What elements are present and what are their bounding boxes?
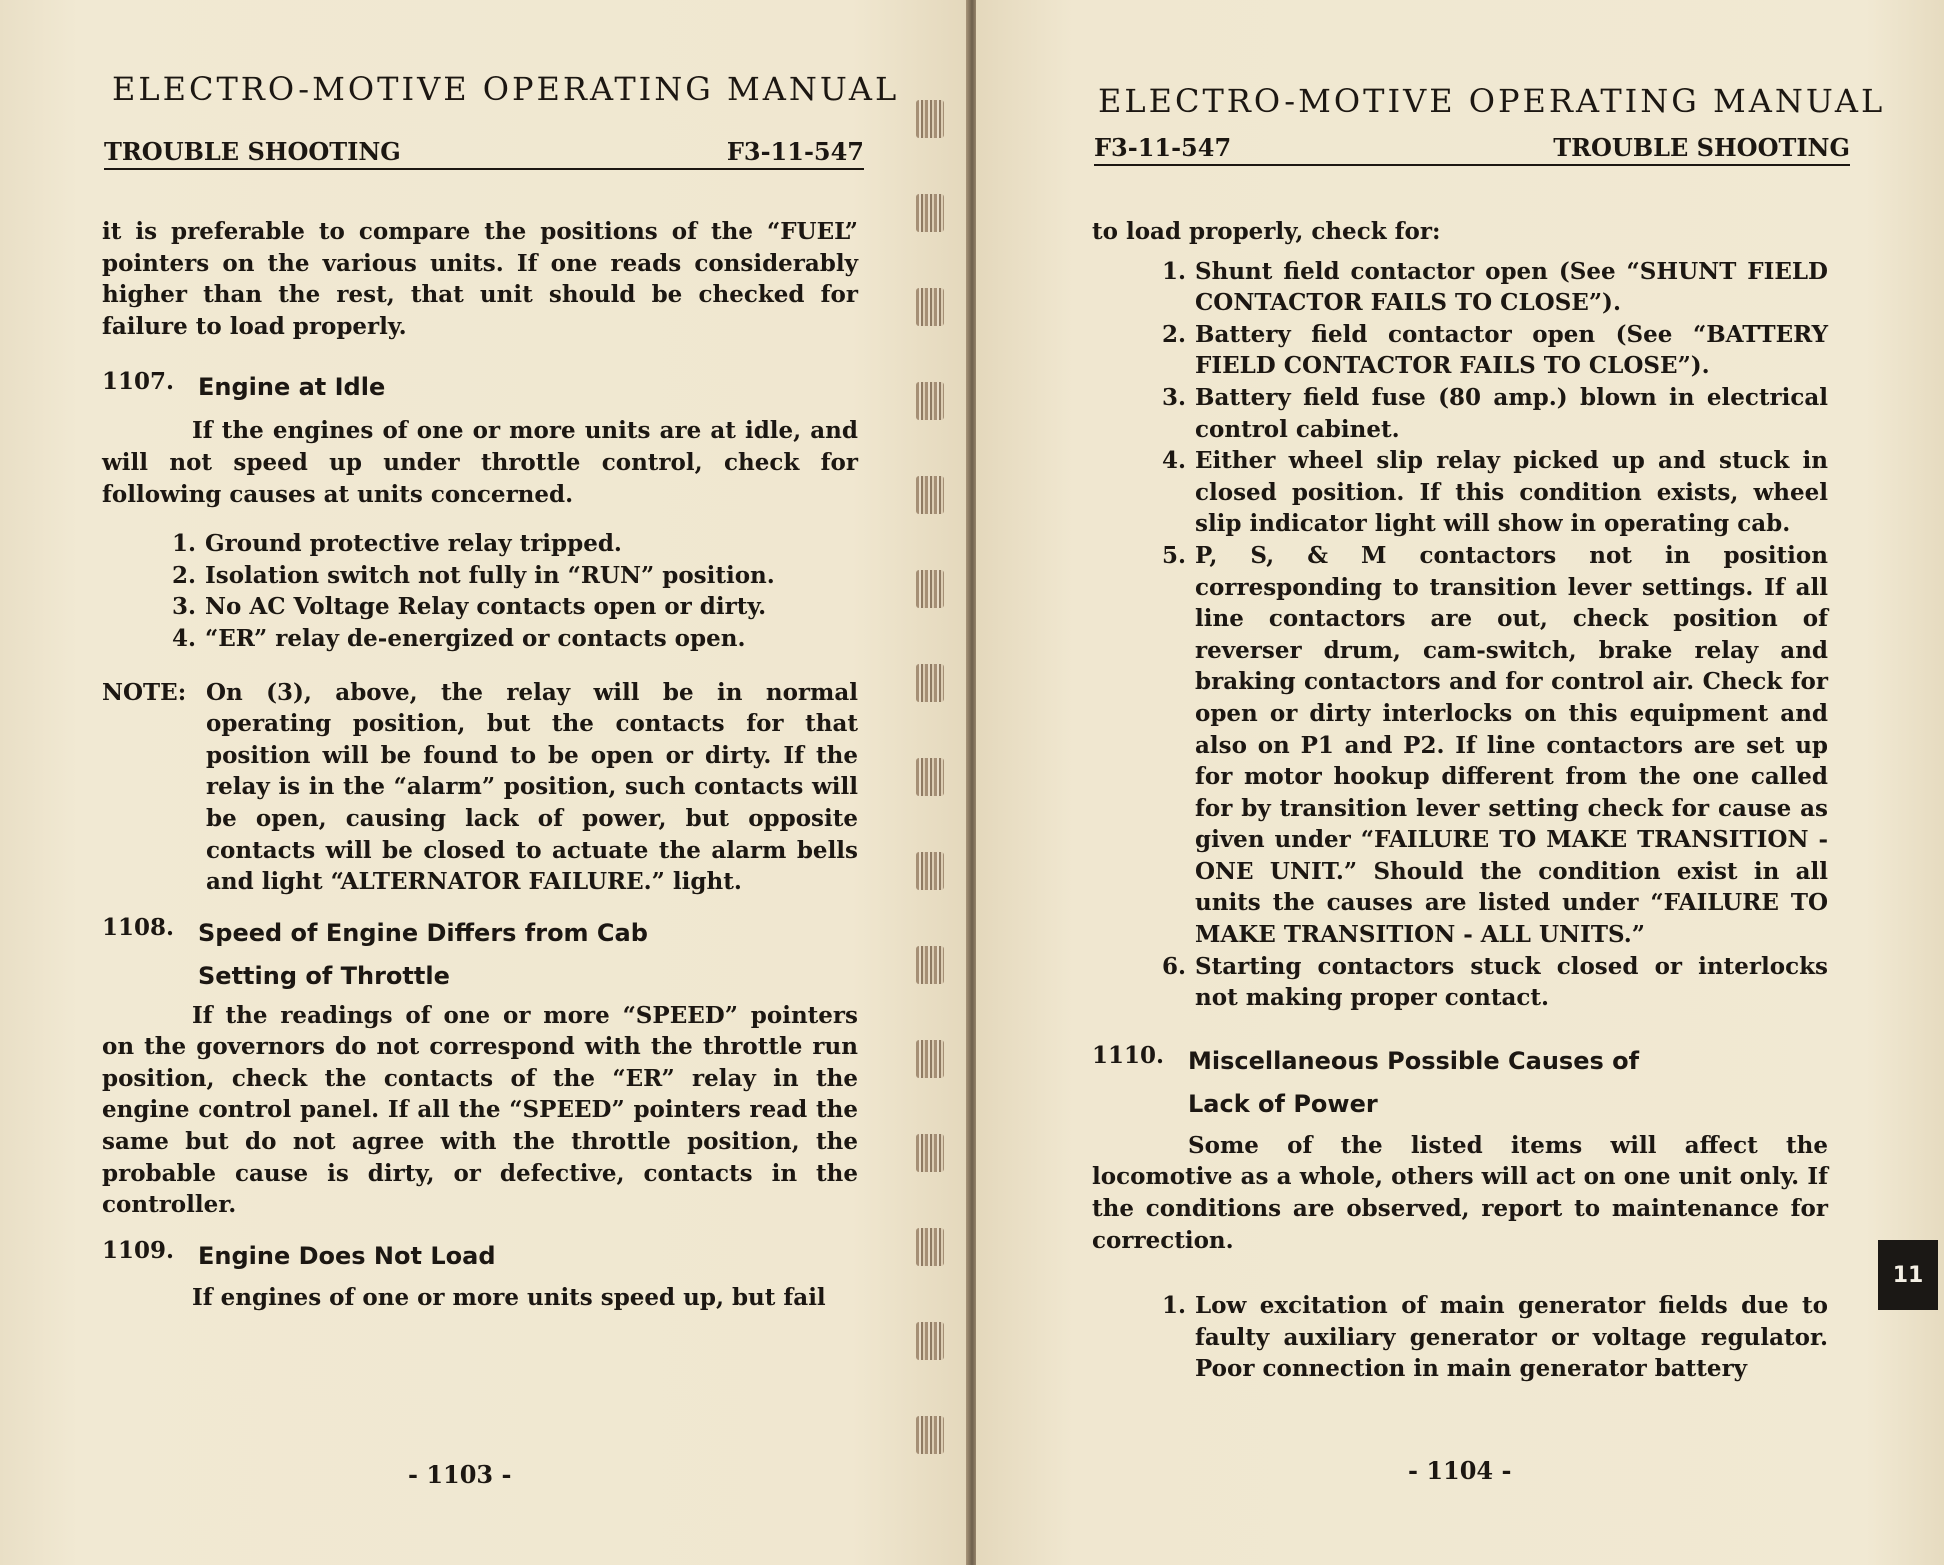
page-number: - 1104 - (1408, 1456, 1512, 1485)
list-item-text: Battery field contactor open (See “BATTERY FIELD CONTACTOR FAILS TO CLOSE”). (1195, 320, 1828, 380)
binding-hole (916, 1134, 944, 1172)
list-item-number: 1. (171, 530, 196, 558)
binding-hole (916, 852, 944, 890)
section-number: 1110. (1092, 1041, 1165, 1069)
section-title: Speed of Engine Differs from Cab (198, 918, 648, 947)
manual-title: ELECTRO-MOTIVE OPERATING MANUAL (112, 70, 900, 108)
page-subheader (104, 136, 864, 170)
right-page (976, 0, 1944, 1565)
list-item (102, 591, 858, 623)
list-item-text: Ground protective relay tripped. (205, 530, 622, 558)
manual-title: ELECTRO-MOTIVE OPERATING MANUAL (1098, 82, 1886, 120)
list-item-number: 5. (1161, 541, 1186, 569)
list-item-text: Low excitation of main generator fields due to faulty auxiliary generator or voltage regulator. Poor connection in main generator battery (1195, 1292, 1828, 1383)
binding-hole (916, 1228, 944, 1266)
binding-hole (916, 382, 944, 420)
list-item (1092, 1290, 1828, 1385)
note-text: On (3), above, the relay will be in normal operating position, but the contacts for that position will be found to be open or dirty. If the relay is in the “alarm” position, such contacts will be open, causing lack of power, but opposite contacts will be closed to actuate the alarm bells and light “ALTERNATOR FAILURE.” light. (206, 678, 858, 896)
section-label: TROUBLE SHOOTING (104, 137, 401, 166)
section-number: 1109. (102, 1236, 175, 1264)
list-item (102, 528, 858, 560)
list-item-text: Battery field fuse (80 amp.) blown in electrical control cabinet. (1195, 383, 1828, 443)
list-item-number: 2. (1161, 320, 1186, 348)
section-1109-heading (102, 1235, 858, 1278)
section-1110-heading (1092, 1040, 1828, 1083)
list-item-number: 1. (1161, 1292, 1186, 1320)
list-item-text: P, S, & M contactors not in position corresponding to transition lever settings. If all line contactors are out, check position of reverser drum, cam-switch, brake relay and braking contactors and for control air. Check for open or dirty interlocks on this equipment and also on P1 and P2. If line contactors are set up for motor hookup different from the one called for by transition lever setting check for cause as given under “FAILURE TO MAKE TRANSITION - ONE UNIT.” Should the condition exist in all units the causes are listed under “FAILURE TO MAKE TRANSITION - ALL UNITS.” (1195, 541, 1828, 949)
section-paragraph: If the engines of one or more units are at idle, and will not speed up under throttle control, check for following causes at units concerned. (102, 417, 858, 508)
binding-hole (916, 100, 944, 138)
section-1108-heading (102, 912, 858, 955)
list-item-number: 3. (1161, 383, 1186, 411)
list-item-text: Either wheel slip relay picked up and stuck in closed position. If this condition exists, wheel slip indicator light will show in operating cab. (1195, 447, 1828, 538)
section-title-line2: Setting of Throttle (198, 961, 450, 990)
binding-hole (916, 570, 944, 608)
list-item-number: 4. (1161, 447, 1186, 475)
lead-in: to load properly, check for: (1092, 218, 1441, 245)
page-subheader (1094, 132, 1850, 166)
cause-list (1092, 1290, 1828, 1385)
binding-hole (916, 476, 944, 514)
list-item-number: 4. (171, 624, 196, 652)
list-item-text: Starting contactors stuck closed or interlocks not making proper contact. (1195, 952, 1828, 1012)
note-label: NOTE: (102, 678, 187, 706)
list-item-number: 3. (171, 593, 196, 621)
section-paragraph: Some of the listed items will affect the locomotive as a whole, others will act on one unit only. If the conditions are observed, report to maintenance for correction. (1092, 1131, 1828, 1254)
list-item (1092, 951, 1828, 1014)
note-block (102, 677, 858, 898)
section-number: 1107. (102, 368, 175, 396)
section-title-line2: Lack of Power (1188, 1089, 1378, 1118)
binding-hole (916, 194, 944, 232)
list-item-number: 1. (1161, 257, 1186, 285)
section-label: TROUBLE SHOOTING (1553, 133, 1850, 162)
list-item (1092, 540, 1828, 951)
binding-hole (916, 946, 944, 984)
section-1108-heading-line2 (102, 955, 858, 998)
doc-number: F3-11-547 (726, 137, 864, 166)
list-item (1092, 256, 1828, 319)
section-title: Engine at Idle (198, 373, 386, 402)
binding-hole (916, 1416, 944, 1454)
section-title: Miscellaneous Possible Causes of (1188, 1046, 1640, 1075)
binding-hole (916, 758, 944, 796)
list-item-number: 6. (1161, 952, 1186, 980)
cause-list (102, 528, 858, 654)
page-number: - 1103 - (408, 1460, 512, 1489)
section-paragraph: If engines of one or more units speed up, but fail (192, 1283, 826, 1311)
list-item-text: No AC Voltage Relay contacts open or dirty. (205, 593, 767, 621)
left-page (0, 0, 968, 1565)
list-item-number: 2. (171, 561, 196, 589)
list-item (1092, 445, 1828, 540)
section-1107-heading (102, 366, 858, 409)
doc-number: F3-11-547 (1094, 133, 1232, 162)
section-tab[interactable]: 11 (1878, 1240, 1938, 1310)
right-body (1092, 216, 1828, 1385)
check-list (1092, 256, 1828, 1014)
list-item (102, 560, 858, 592)
list-item (1092, 382, 1828, 445)
list-item-text: Isolation switch not fully in “RUN” position. (205, 561, 775, 589)
list-item (102, 623, 858, 655)
section-number: 1108. (102, 913, 175, 941)
binding-hole (916, 288, 944, 326)
binding-hole (916, 1040, 944, 1078)
list-item-text: Shunt field contactor open (See “SHUNT FIELD CONTACTOR FAILS TO CLOSE”). (1195, 257, 1828, 317)
section-title: Engine Does Not Load (198, 1241, 496, 1270)
left-body (102, 216, 858, 1313)
section-paragraph: If the readings of one or more “SPEED” pointers on the governors do not correspond with the throttle run position, check the contacts of the “ER” relay in the engine control panel. If all the “SPEED” pointers read the same but do not agree with the throttle position, the probable cause is dirty, or defective, contacts in the controller. (102, 1001, 858, 1219)
intro-paragraph: it is preferable to compare the positions of the “FUEL” pointers on the various units. If one reads considerably higher than the rest, that unit should be checked for failure to load properly. (102, 218, 858, 340)
binding-hole (916, 664, 944, 702)
binding-hole (916, 1322, 944, 1360)
list-item-text: “ER” relay de-energized or contacts open. (205, 624, 746, 652)
list-item (1092, 319, 1828, 382)
section-1110-heading-line2 (1092, 1083, 1828, 1126)
